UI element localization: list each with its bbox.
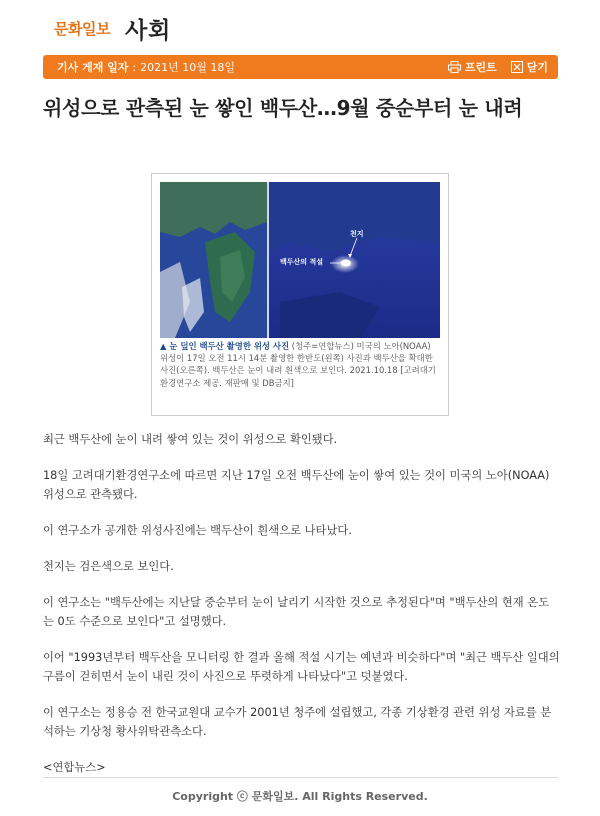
- article-info-bar: [43, 55, 558, 79]
- publish-date-label: 기사 게재 일자: [57, 61, 129, 74]
- article-paragraph: 18일 고려대기환경연구소에 따르면 지난 17일 오전 백두산에 눈이 쌓여 있는 것이 미국의 노아(NOAA) 위성으로 관측됐다.: [43, 469, 550, 501]
- close-box-icon: [511, 61, 523, 73]
- article-paragraph: 이 연구소는 정용승 전 한국교원대 교수가 2001년 청주에 설립했고, 각종 기상환경 관련 위성 자료를 분석하는 기상청 황사위탁관측소다.: [43, 706, 552, 738]
- brand-logo[interactable]: 문화일보: [54, 19, 110, 38]
- photo-caption: [160, 340, 440, 389]
- caption-text: (청주=연합뉴스) 미국의 노아(NOAA) 위성이 17일 오전 11시 14분 촬영한 한반도(왼쪽) 사진과 백두산을 확대한 사진(오른쪽). 백두산은 눈이 내려 흰색으로 보인다. 2021.10.18 [고려대기환경연구소 제공. 재판매 및 DB금지]: [160, 341, 436, 388]
- footer-divider: [43, 777, 558, 778]
- article-paragraph: 이 연구소가 공개한 위성사진에는 백두산이 흰색으로 나타났다.: [43, 524, 352, 537]
- caption-title: ▲ 눈 덮인 백두산 촬영한 위성 사진: [160, 341, 290, 351]
- satellite-photo: [160, 182, 440, 338]
- article-paragraph: 천지는 검은색으로 보인다.: [43, 560, 174, 573]
- close-button[interactable]: [511, 59, 548, 75]
- printer-icon: [448, 61, 461, 73]
- copyright-notice: Copyright ⓒ 문화일보. All Rights Reserved.: [172, 790, 428, 803]
- photo-label-peak: 백두산의 적설: [280, 258, 324, 266]
- section-title: 사회: [124, 17, 172, 44]
- article-body: [43, 430, 560, 794]
- article-paragraph: 이 연구소는 "백두산에는 지난달 중순부터 눈이 날리기 시작한 것으로 추정된다"며 "백두산의 현재 온도는 0도 수준으로 보인다"고 설명했다.: [43, 596, 550, 628]
- publish-date: 2021년 10월 18일: [140, 61, 235, 74]
- close-label: 닫기: [526, 61, 548, 74]
- article-figure: [151, 173, 449, 416]
- print-label: 프린트: [464, 61, 497, 74]
- article-tools: [448, 59, 548, 75]
- news-source: <연합뉴스>: [43, 761, 106, 774]
- article-paragraph: 최근 백두산에 눈이 내려 쌓여 있는 것이 위성으로 확인됐다.: [43, 433, 338, 446]
- article-title: 위성으로 관측된 눈 쌓인 백두산…9월 중순부터 눈 내려: [43, 96, 523, 120]
- photo-label-cheonji: 천지: [350, 230, 364, 238]
- article-paragraph: 이어 "1993년부터 백두산을 모니터링 한 결과 올해 적설 시기는 예년과 비슷하다"며 "최근 백두산 일대의 구름이 걷히면서 눈이 내린 것이 사진으로 뚜렷하게 나타났다"고 덧붙였다.: [43, 651, 560, 683]
- masthead: [54, 10, 171, 46]
- publish-date-separator: :: [132, 60, 137, 74]
- print-button[interactable]: [448, 59, 497, 75]
